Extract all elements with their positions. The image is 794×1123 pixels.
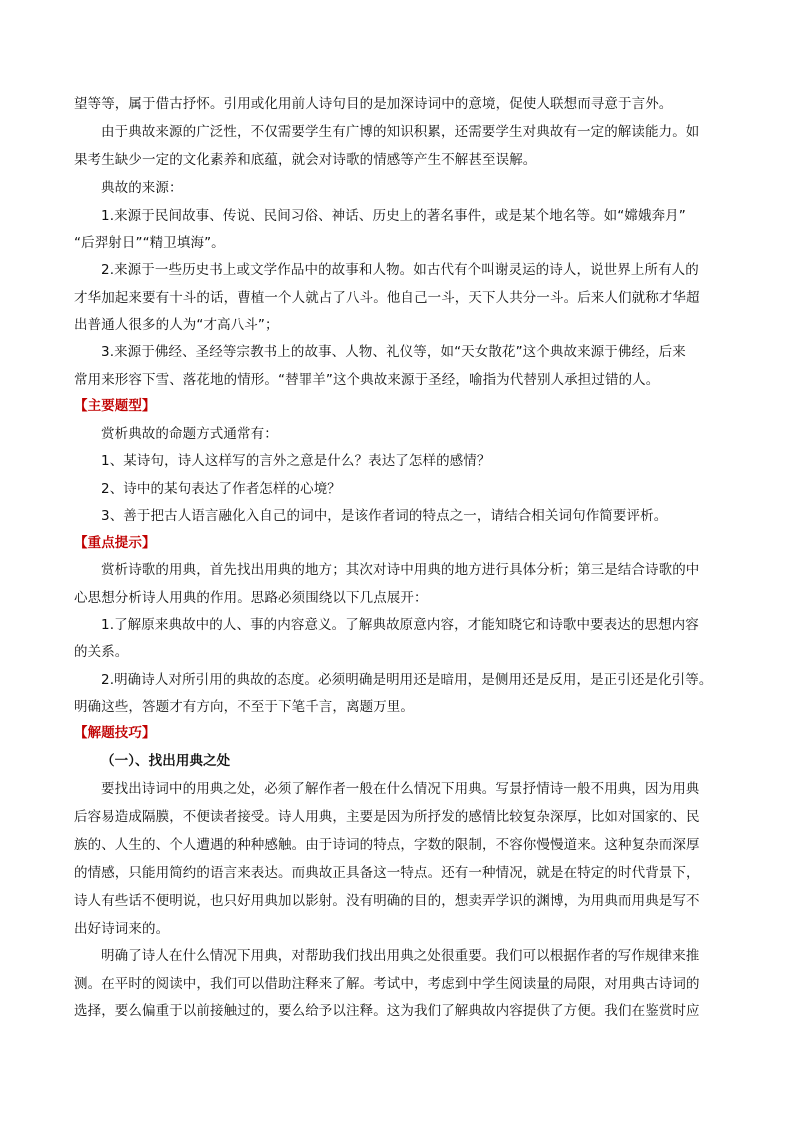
paragraph-line: 3.来源于佛经、圣经等宗教书上的故事、人物、礼仪等，如“天女散花”这个典故来源于佛经，后来 <box>101 344 686 360</box>
paragraph-line: 族的、人生的、个人遭遇的种种感触。由于诗词的特点，字数的限制，不容你慢慢道来。这种复杂而深厚 <box>74 837 700 853</box>
paragraph-line: 常用来形容下雪、落花地的情形。“替罪羊”这个典故来源于圣经，喻指为代替别人承担过错的人。 <box>74 372 660 388</box>
paragraph-line: 才华加起来要有十斗的话，曹植一个人就占了八斗。他自己一斗，天下人共分一斗。后来人们就称才华超 <box>74 290 700 306</box>
paragraph-line: 赏析典故的命题方式通常有： <box>101 426 278 442</box>
paragraph-line: 赏析诗歌的用典，首先找出用典的地方；其次对诗中用典的地方进行具体分析；第三是结合诗歌的中 <box>101 562 700 578</box>
paragraph-line: 果考生缺少一定的文化素养和底蕴，就会对诗歌的情感等产生不解甚至误解。 <box>74 152 537 168</box>
paragraph-line: 3、善于把古人语言融化入自己的词中，是该作者词的特点之一，请结合相关词句作简要评析。 <box>101 508 668 524</box>
paragraph-line: 2、诗中的某句表达了作者怎样的心境？ <box>101 481 341 497</box>
paragraph-line: 出好诗词来的。 <box>74 921 170 937</box>
paragraph-line: “后羿射日”“精卫填海”。 <box>74 235 225 251</box>
paragraph-line: 1.了解原来典故中的人、事的内容意义。了解典故原意内容，才能知晓它和诗歌中要表达的思想内容 <box>101 617 699 633</box>
paragraph-line: 2.明确诗人对所引用的典故的态度。必须明确是明用还是暗用，是侧用还是反用，是正引还是化引等。 <box>101 672 713 688</box>
paragraph-line: 1.来源于民间故事、传说、民间习俗、神话、历史上的著名事件，或是某个地名等。如“嫦娥奔月” <box>101 208 686 224</box>
paragraph-line: 诗人有些话不便明说，也只好用典加以影射。没有明确的目的，想卖弄学识的渊博，为用典而用典是写不 <box>74 893 700 909</box>
paragraph-line: 选择，要么偏重于以前接触过的，要么给予以注释。这为我们了解典故内容提供了方便。我们在鉴赏时应 <box>74 1003 700 1019</box>
paragraph-line: 要找出诗词中的用典之处，必须了解作者一般在什么情况下用典。写景抒情诗一般不用典，因为用典 <box>101 781 700 797</box>
subsection-heading: （一）、找出用典之处 <box>101 753 231 769</box>
section-heading-key-tips: 【重点提示】 <box>74 535 156 551</box>
paragraph-line: 明确了诗人在什么情况下用典，对帮助我们找出用典之处很重要。我们可以根据作者的写作规律来推 <box>101 948 700 964</box>
section-heading-main-types: 【主要题型】 <box>74 398 156 414</box>
section-heading-solving-skills: 【解题技巧】 <box>74 725 156 741</box>
paragraph-line: 由于典故来源的广泛性，不仅需要学生有广博的知识积累，还需要学生对典故有一定的解读能力。如 <box>101 124 700 140</box>
paragraph-line: 典故的来源： <box>101 180 183 196</box>
paragraph-line: 的情感，只能用简约的语言来表达。而典故正具备这一特点。还有一种情况，就是在特定的时代背景下， <box>74 865 700 881</box>
paragraph-line: 心思想分析诗人用典的作用。思路必须围绕以下几点展开： <box>74 590 428 606</box>
paragraph-line: 1、某诗句，诗人这样写的言外之意是什么？表达了怎样的感情？ <box>101 453 491 469</box>
paragraph-line: 测。在平时的阅读中，我们可以借助注释来了解。考试中，考虑到中学生阅读量的局限，对用典古诗词的 <box>74 976 700 992</box>
paragraph-line: 的关系。 <box>74 644 129 660</box>
paragraph-line: 2.来源于一些历史书上或文学作品中的故事和人物。如古代有个叫谢灵运的诗人，说世界上所有人的 <box>101 262 699 278</box>
paragraph-line: 后容易造成隔膜，不便读者接受。诗人用典，主要是因为所抒发的感情比较复杂深厚，比如对国家的、民 <box>74 809 700 825</box>
paragraph-line: 明确这些，答题才有方向，不至于下笔千言，离题万里。 <box>74 699 414 715</box>
paragraph-line: 望等等，属于借古抒怀。引用或化用前人诗句目的是加深诗词中的意境，促使人联想而寻意于言外。 <box>74 96 673 112</box>
paragraph-line: 出普通人很多的人为“才高八斗”； <box>74 317 279 333</box>
